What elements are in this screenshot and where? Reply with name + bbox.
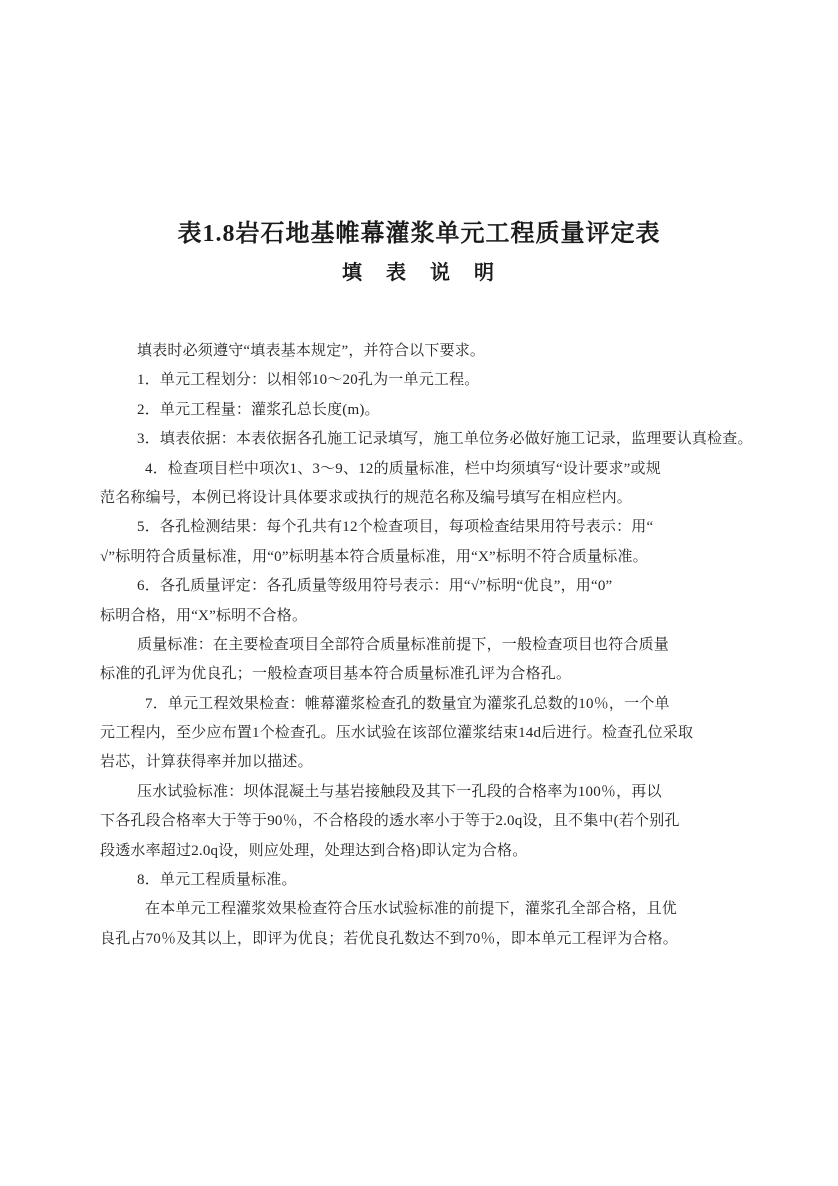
instruction-line: 6．各孔质量评定：各孔质量等级用符号表示：用“√”标明“优良”，用“0” xyxy=(137,578,613,595)
instruction-line: 8．单元工程质量标准。 xyxy=(137,872,297,889)
instructions-body xyxy=(100,337,760,954)
instruction-line: 填表时必须遵守“填表基本规定”，并符合以下要求。 xyxy=(137,343,486,359)
instruction-line: 岩芯，计算获得率并加以描述。 xyxy=(100,754,313,771)
instruction-line: 段透水率超过2.0q设，则应处理，处理达到合格)即认定为合格。 xyxy=(100,842,528,859)
document-title: 表1.8岩石地基帷幕灌浆单元工程质量评定表 xyxy=(177,221,661,247)
instruction-line: 标准的孔评为优良孔；一般检查项目基本符合质量标准孔评为合格孔。 xyxy=(100,666,572,683)
instruction-line: 范名称编号，本例已将设计具体要求或执行的规范名称及编号填写在相应栏内。 xyxy=(100,489,633,506)
instruction-line: 1．单元工程划分：以相邻10～20孔为一单元工程。 xyxy=(137,372,480,389)
instruction-line: 元工程内，至少应布置1个检查孔。压水试验在该部位灌浆结束14d后进行。检查孔位采取 xyxy=(100,725,694,742)
instruction-line: 3．填表依据：本表依据各孔施工记录填写，施工单位务必做好施工记录，监理要认真检查。 xyxy=(137,431,753,448)
instruction-line: 在本单元工程灌浆效果检查符合压水试验标准的前提下，灌浆孔全部合格，且优 xyxy=(145,901,678,918)
instruction-line: 5．各孔检测结果：每个孔共有12个检查项目，每项检查结果用符号表示：用“ xyxy=(137,519,654,536)
instruction-line: 质量标准：在主要检查项目全部符合质量标准前提下，一般检查项目也符合质量 xyxy=(137,636,670,653)
instruction-line: 下各孔段合格率大于等于90％，不合格段的透水率小于等于2.0q设，且不集中(若个别孔 xyxy=(100,813,680,830)
instruction-line: 4．检查项目栏中项次1、3～9、12的质量标准，栏中均须填写“设计要求”或规 xyxy=(145,460,661,477)
instruction-line: 2．单元工程量：灌浆孔总长度(m)。 xyxy=(137,401,380,418)
instruction-line: √”标明符合质量标准，用“0”标明基本符合质量标准，用“X”标明不符合质量标准。 xyxy=(100,548,648,565)
instruction-line: 压水试验标准：坝体混凝土与基岩接触段及其下一孔段的合格率为100％，再以 xyxy=(137,783,662,800)
document-subtitle: 填 表 说 明 xyxy=(342,262,496,284)
instruction-line: 7．单元工程效果检查：帷幕灌浆检查孔的数量宜为灌浆孔总数的10％，一个单 xyxy=(145,695,670,712)
instruction-line: 良孔占70％及其以上，即评为优良；若优良孔数达不到70％，即本单元工程评为合格。 xyxy=(100,930,679,947)
instruction-line: 标明合格，用“X”标明不合格。 xyxy=(100,607,308,624)
